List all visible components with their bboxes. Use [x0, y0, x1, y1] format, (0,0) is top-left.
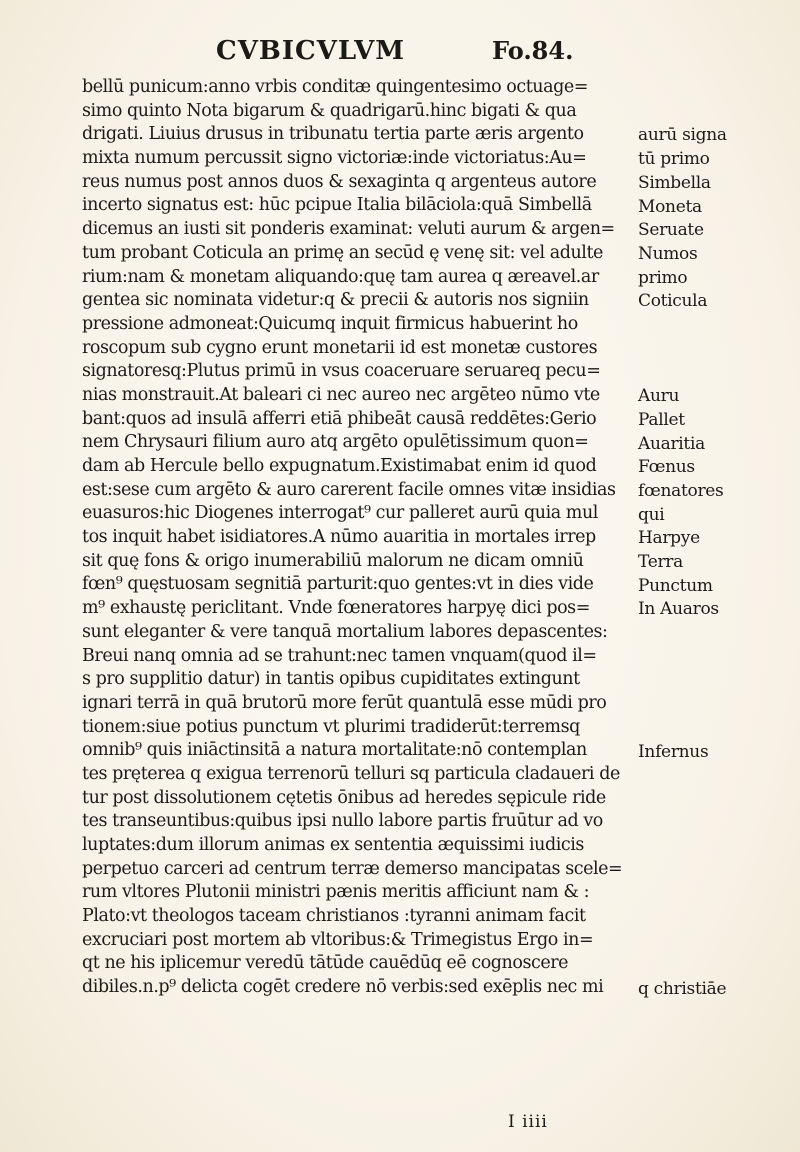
text-line: dibiles.n.p⁹ delicta cogēt credere nō verbis:sed exēplis nec mi	[82, 977, 604, 998]
text-line: s pro supplitio datur) in tantis opibus cupiditates extingunt	[82, 669, 580, 690]
margin-note: Simbella	[638, 172, 711, 193]
text-line: euasuros:hic Diogenes interrogat⁹ cur palleret aurū quia mul	[82, 503, 598, 524]
running-title: CVBICVLVM	[216, 36, 406, 66]
text-line: sit quę fons & origo inumerabiliū malorum ne dicam omniū	[82, 550, 584, 571]
text-line: rum vltores Plutonii ministri pænis meritis afficiunt nam & :	[82, 882, 590, 903]
margin-note: Punctum	[638, 575, 713, 596]
text-line: incerto signatus est: hūc pcipue Italia bilāciola:quā Simbellā	[82, 195, 592, 216]
margin-note: tū primo	[638, 149, 710, 170]
folio-number: Fo.84.	[492, 36, 574, 65]
margin-note: q christiāe	[638, 978, 727, 999]
margin-note: aurū signa	[638, 125, 727, 146]
margin-note: Coticula	[638, 291, 708, 312]
text-line: mixta numum percussit signo victoriæ:inde victoriatus:Au=	[82, 148, 587, 169]
text-line: tum probant Coticula an primę an secūd ę venę sit: vel adulte	[82, 242, 603, 263]
text-line: pressione admoneat:Quicumq inquit firmicus habuerint ho	[82, 313, 578, 334]
text-line: tes transeuntibus:quibus ipsi nullo labore partis fruūtur ad vo	[82, 811, 603, 832]
text-line: m⁹ exhaustę periclitant. Vnde fœneratores harpyę dici pos=	[82, 598, 590, 619]
text-line: tes pręterea q exigua terrenorū telluri sq particula cladaueri de	[82, 763, 620, 784]
text-line: luptates:dum illorum animas ex sententia æquissimi iudicis	[82, 835, 584, 855]
text-line: tur post dissolutionem cętetis ōnibus ad heredes sępicule ride	[82, 787, 606, 808]
margin-note: Terra	[638, 552, 683, 572]
margin-note: Infernus	[638, 741, 709, 762]
text-line: fœn⁹ quęstuosam segnitiā parturit:quo gentes:vt in dies vide	[82, 574, 594, 595]
margin-note: Seruate	[638, 220, 704, 241]
text-line: nias monstrauit.At baleari ci nec aureo nec argēteo nūmo vte	[82, 384, 600, 405]
main-text-column	[82, 76, 630, 1000]
margin-note: primo	[638, 267, 688, 288]
margin-note: Harpye	[638, 528, 700, 549]
text-line: reus numus post annos duos & sexaginta q argenteus autore	[82, 171, 597, 192]
margin-note: In Auaros	[638, 599, 719, 620]
margin-note: Numos	[638, 243, 698, 264]
text-line: tionem:siue potius punctum vt plurimi tradiderūt:terremsq	[82, 716, 580, 737]
margin-note: Moneta	[638, 196, 702, 217]
text-line: perpetuo carceri ad centrum terræ demerso mancipatas scele=	[82, 858, 623, 879]
text-line: drigati. Liuius drusus in tribunatu tertia parte æris argento	[82, 124, 584, 145]
text-line: omnib⁹ quis iniāctinsitā a natura mortalitate:nō contemplan	[82, 740, 587, 761]
text-line: tos inquit habet isidiatores.A nūmo auaritia in mortales irrep	[82, 527, 596, 548]
page-header	[0, 36, 800, 76]
margin-note: Fœnus	[638, 457, 695, 478]
text-line: Plato:vt theologos taceam christianos :tyranni animam facit	[82, 906, 586, 927]
text-line: dicemus an iusti sit ponderis examinat: veluti aurum & argen=	[82, 219, 615, 240]
signature-mark: I iiii	[508, 1112, 548, 1132]
text-line: est:sese cum argēto & auro carerent facile omnes vitæ insidias	[82, 479, 616, 500]
text-line: nem Chrysauri filium auro atq argēto opulētissimum quon=	[82, 432, 589, 453]
text-line: gentea sic nominata videtur:q & precii & autoris nos signiin	[82, 290, 589, 311]
text-line: excruciari post mortem ab vltoribus:& Trimegistus Ergo in=	[82, 929, 594, 950]
margin-note: qui	[638, 504, 665, 525]
text-line: sunt eleganter & vere tanquā mortalium labores depascentes:	[82, 621, 608, 642]
text-line: bant:quos ad insulā afferri etiā phibeāt causā reddētes:Gerio	[82, 408, 597, 429]
text-line: ignari terrā in quā brutorū more ferūt quantulā esse mūdi pro	[82, 692, 607, 713]
text-line: qt ne his iplicemur veredū tātūde cauēdūq eē cognoscere	[82, 953, 569, 974]
text-line: signatoresq:Plutus primū in vsus coaceruare seruareq pecu=	[82, 361, 601, 382]
text-line: bellū punicum:anno vrbis conditæ quingentesimo octuage=	[82, 77, 588, 97]
margin-note: Auaritia	[638, 433, 705, 454]
text-line: rium:nam & monetam aliquando:quę tam aurea q æreavel.ar	[82, 266, 599, 287]
text-line: Breui nanq omnia ad se trahunt:nec tamen vnquam(quod il=	[82, 645, 597, 666]
text-line: roscopum sub cygno erunt monetarii id est monetæ custores	[82, 337, 598, 358]
margin-note: Auru	[638, 386, 680, 407]
text-line: simo quinto Nota bigarum & quadrigarū.hinc bigati & qua	[82, 100, 577, 121]
text-line: dam ab Hercule bello expugnatum.Existimabat enim id quod	[82, 456, 597, 476]
margin-note: fœnatores	[638, 480, 724, 501]
margin-note: Pallet	[638, 409, 685, 430]
